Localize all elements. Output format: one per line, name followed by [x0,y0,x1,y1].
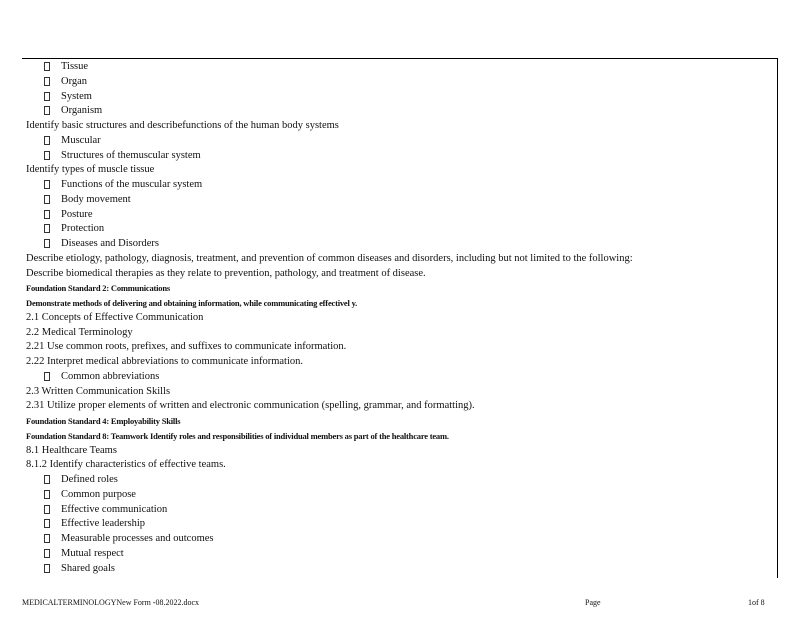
bullet-item [26,473,774,488]
line-text: Describe biomedical therapies as they relate to prevention, pathology, and treatment of disease. [26,267,426,279]
bullet-item [26,178,774,193]
footer-page-number: 1of 8 [748,598,765,607]
line-text: Describe etiology, pathology, diagnosis, treatment, and prevention of common diseases and disorders, including but not limited to the following: [26,252,633,264]
line-text: Structures of themuscular system [61,149,201,161]
bullet-item [26,149,774,164]
line-text: Shared goals [61,562,115,574]
bullet-glyph-icon [44,106,50,115]
bullet-glyph-icon [44,372,50,381]
line-text: Effective communication [61,503,168,515]
bullet-item [26,370,774,385]
line-text: 2.21 Use common roots, prefixes, and suffixes to communicate information. [26,341,347,353]
bullet-glyph-icon [44,195,50,204]
standard-heading [26,414,774,429]
line-text: 2.22 Interpret medical abbreviations to communicate information. [26,356,303,367]
text-line [26,326,774,341]
right-border-line [777,58,778,578]
text-line [26,458,774,473]
bullet-glyph-icon [44,549,50,558]
line-text: Tissue [61,61,89,72]
line-text: Effective leadership [61,518,146,530]
line-text: Common abbreviations [61,370,160,382]
line-text: Demonstrate methods of delivering and obtaining information, while communicating effectivel y. [26,298,358,308]
line-text: 2.31 Utilize proper elements of written and electronic communication (spelling, grammar, and formatting). [26,400,475,412]
line-text: 2.2 Medical Terminology [26,326,133,338]
line-text: Organ [61,75,88,87]
text-line [26,163,774,178]
line-text: 8.1 Healthcare Teams [26,444,117,456]
bullet-item [26,237,774,252]
standard-heading [26,296,774,311]
bullet-glyph-icon [44,475,50,484]
bullet-item [26,134,774,149]
line-text: 8.1.2 Identify characteristics of effective teams. [26,459,226,471]
line-text: Body movement [61,193,131,205]
bullet-item [26,60,774,75]
top-border-line [22,58,778,59]
bullet-item [26,488,774,503]
bullet-item [26,222,774,237]
bullet-item [26,503,774,518]
bullet-item [26,208,774,223]
bullet-glyph-icon [44,210,50,219]
bullet-glyph-icon [44,77,50,86]
bullet-glyph-icon [44,136,50,145]
standard-heading [26,281,774,296]
line-text: Diseases and Disorders [61,238,159,249]
line-text: Mutual respect [61,547,124,559]
footer-page-label: Page [585,598,601,607]
bullet-item [26,90,774,105]
line-text: Defined roles [61,474,118,485]
text-line [26,340,774,355]
bullet-glyph-icon [44,505,50,514]
line-text: Functions of the muscular system [61,179,203,190]
line-text: Protection [61,223,105,235]
text-line [26,444,774,459]
bullet-glyph-icon [44,151,50,160]
bullet-item [26,562,774,577]
bullet-glyph-icon [44,62,50,71]
bullet-glyph-icon [44,92,50,101]
line-text: Common purpose [61,488,136,500]
bullet-glyph-icon [44,519,50,528]
line-text: Identify basic structures and describefunctions of the human body systems [26,120,339,131]
bullet-glyph-icon [44,534,50,543]
line-text: Measurable processes and outcomes [61,533,214,544]
line-text: Foundation Standard 8: Teamwork Identify roles and responsibilities of individual members as part of the healthcare team. [26,430,449,441]
text-line [26,355,774,370]
text-line [26,119,774,134]
bullet-item [26,104,774,119]
bullet-item [26,517,774,532]
standard-heading [26,429,774,444]
bullet-item [26,547,774,562]
text-line [26,311,774,326]
bullet-item [26,193,774,208]
text-line [26,399,774,414]
line-text: System [61,90,92,102]
bullet-glyph-icon [44,490,50,499]
line-text: Muscular [61,134,101,146]
text-line [26,252,774,267]
text-line [26,385,774,400]
bullet-glyph-icon [44,239,50,248]
text-line [26,267,774,282]
bullet-glyph-icon [44,564,50,573]
bullet-item [26,532,774,547]
footer-filename: MEDICALTERMINOLOGYNew Form -08.2022.docx [22,598,200,607]
line-text: Foundation Standard 4: Employability Skills [26,416,181,426]
bullet-item [26,75,774,90]
bullet-glyph-icon [44,224,50,233]
bullet-glyph-icon [44,180,50,189]
document-body [26,60,774,576]
line-text: 2.3 Written Communication Skills [26,385,171,397]
line-text: Posture [61,208,93,220]
line-text: Organism [61,105,103,117]
line-text: Identify types of muscle tissue [26,164,155,176]
line-text: Foundation Standard 2: Communications [26,283,170,294]
line-text: 2.1 Concepts of Effective Communication [26,311,204,323]
